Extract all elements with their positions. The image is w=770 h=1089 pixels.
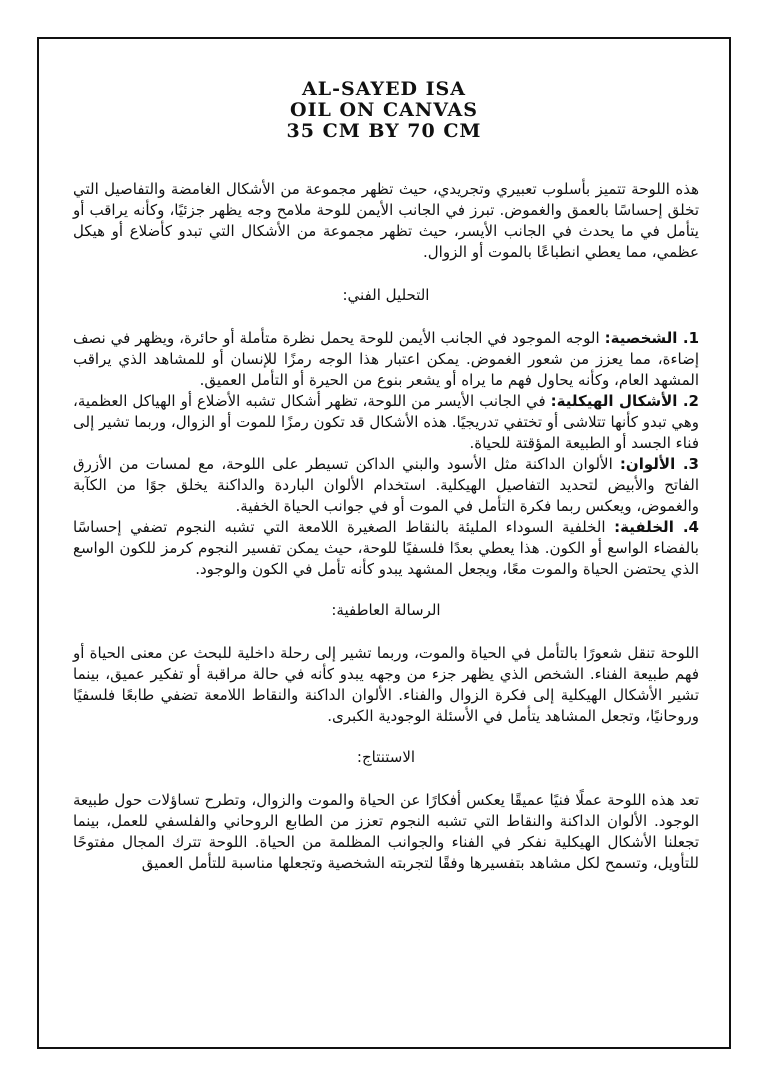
analysis-item-character — [73, 328, 699, 391]
document-body — [73, 179, 699, 874]
analysis-item-colors — [73, 454, 699, 517]
item-label: 2. الأشكال الهيكلية: — [550, 392, 699, 410]
conclusion-paragraph: تعد هذه اللوحة عملًا فنيًا عميقًا يعكس أفكارًا عن الحياة والموت والزوال، وتطرح تساؤلات حول طبيعة الوجود. الألوان الداكنة والنقاط التي تشبه النجوم تعزز من الطابع الروحاني والفلسفي للعمل، بينما تجعلنا الأشكال الهيكلية نفكر في الفناء والجوانب المظلمة من الحياة. اللوحة تترك المجال مفتوحًا للتأويل، وتسمح لكل مشاهد بتفسيرها وفقًا لتجربته الشخصية وتجعلها مناسبة للتأمل العميق — [73, 791, 699, 872]
item-text: الوجه الموجود في الجانب الأيمن للوحة يحمل نظرة متأملة أو حائرة، ويظهر في نصف إضاءة، مما يعزز من شعور الغموض. يمكن اعتبار هذا الوجه رمزًا للإنسان أو للمشاهد الذي يراقب المشهد العام، وكأنه يحاول فهم ما يراه أو يشعر بنوع من الحيرة أو التأمل العميق. — [73, 329, 699, 389]
analysis-heading: التحليل الفني: — [342, 286, 430, 304]
item-text: الألوان الداكنة مثل الأسود والبني الداكن تسيطر على اللوحة، مع لمسات من الأزرق الفاتح والأبيض لتحديد التفاصيل الهيكلية. استخدام الألوان الباردة والداكنة يخلق جوًا من الكآبة والغموض، ويعكس ربما فكرة التأمل في الموت أو في جوانب الحياة الخفية. — [73, 455, 699, 515]
emotional-paragraph: اللوحة تنقل شعورًا بالتأمل في الحياة والموت، وربما تشير إلى رحلة داخلية للبحث عن معنى الحياة أو فهم طبيعة الفناء. الشخص الذي يظهر جزء من وجهه يبدو كأنه في حالة مراقبة أو تفكير عميق، بينما تشير الأشكال الهيكلية إلى فكرة الزوال والفناء. الألوان الداكنة والنقاط اللامعة تضفي طابعًا فلسفيًا وروحانيًا، وتجعل المشاهد يتأمل في الأسئلة الوجودية الكبرى. — [73, 644, 699, 725]
item-label: 3. الألوان: — [619, 455, 699, 473]
conclusion-heading: الاستنتاج: — [356, 748, 416, 766]
item-label: 4. الخلفية: — [614, 518, 699, 536]
document-page — [37, 37, 731, 1049]
item-text: في الجانب الأيسر من اللوحة، تظهر أشكال تشبه الأضلاع أو الهياكل العظمية، وهي تبدو كأنها تتلاشى أو تختفي تدريجيًا. هذه الأشكال قد تكون رمزًا للموت أو الزوال، وربما تشير إلى فناء الجسد أو الطبيعة المؤقتة للحياة. — [73, 392, 699, 452]
medium: OIL ON CANVAS — [290, 99, 478, 121]
item-label: 1. الشخصية: — [604, 329, 699, 347]
analysis-item-skeletal — [73, 391, 699, 454]
analysis-item-background — [73, 517, 699, 580]
item-text: الخلفية السوداء المليئة بالنقاط الصغيرة اللامعة التي تشبه النجوم تضفي إحساسًا بالفضاء الواسع أو الكون. هذا يعطي بعدًا فلسفيًا للوحة، حيث يمكن تفسير النجوم كرمز للكون الواسع الذي يحتضن الحياة والموت معًا، ويجعل المشهد يبدو كأنه تأمل في الكون والوجود. — [73, 518, 699, 578]
title-block — [39, 79, 729, 142]
artist-name: AL-SAYED ISA — [302, 78, 466, 100]
emotional-heading: الرسالة العاطفية: — [331, 601, 441, 619]
dimensions: 35 CM BY 70 CM — [286, 120, 482, 142]
intro-paragraph: هذه اللوحة تتميز بأسلوب تعبيري وتجريدي، حيث تظهر مجموعة من الأشكال الغامضة والتفاصيل التي تخلق إحساسًا بالعمق والغموض. تبرز في الجانب الأيمن للوحة ملامح وجه يظهر جزئيًا، وكأنه يراقب أو يتأمل في ما يحدث في الجانب الأيسر، حيث تظهر مجموعة من الأشكال التي تبدو كأضلاع أو هيكل عظمي، مما يعطي انطباعًا بالموت أو الزوال. — [73, 180, 699, 261]
